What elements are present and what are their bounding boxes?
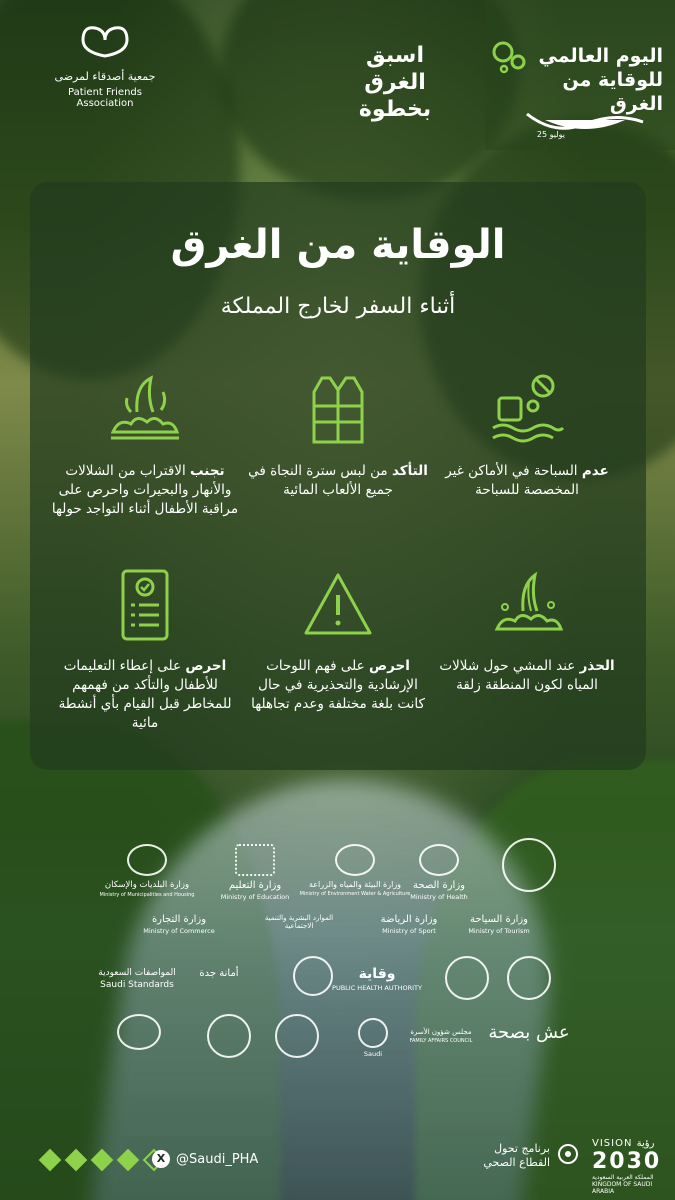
tip-keyword: التأكد [391,463,428,479]
partner-name-en: PUBLIC HEALTH AUTHORITY [332,984,422,992]
no-swimming-icon [489,372,565,448]
partner-logo [78,964,196,990]
tips-panel [30,182,646,770]
slippery-waterfall-icon [489,567,565,643]
partner-name-ar: عش بصحة [488,1022,570,1043]
tip-text [243,462,433,500]
social-handle[interactable] [152,1150,258,1168]
vision-kingdom: المملكة العربية السعودية KINGDOM OF SAUDI ARABIA [592,1174,654,1195]
partner-name-en: FAMILY AFFAIRS COUNCIL [409,1038,473,1044]
emblem-icon [419,844,459,876]
partner-name-ar: وزارة الرياضة [380,914,438,925]
org-name-ar: جمعية أصدقاء لمرضى [54,70,156,83]
emblem-icon [127,844,167,876]
program-line2: القطاع الصحي [483,1156,550,1169]
partner-name-ar: وزارة التعليم [228,880,282,891]
tip-life-vest [243,372,433,500]
slogan-line3: بخطوة [358,97,432,122]
partner-name-ar: وزارة السياحة [469,914,529,925]
partner-logo [240,910,358,930]
partner-name-en: Ministry of Education [220,893,290,901]
org-logo [40,20,170,109]
tip-keyword: احرص [185,658,227,674]
slogan [330,42,460,123]
vision-2030-logo [592,1138,672,1195]
tip-text [432,462,622,500]
vision-year: 2030 [592,1149,662,1174]
partner-name-ar: وزارة البلديات والإسكان [104,880,190,890]
diamond-icon [39,1149,62,1172]
partner-name-en: Ministry of Tourism [468,927,530,935]
life-vest-icon [300,372,376,448]
waterfall-icon [107,372,183,448]
tip-body: على فهم اللوحات الإرشادية والتحذيرية في حال كانت بلغة مختلفة وعدم تجاهلها [251,658,425,712]
decorative-diamonds [40,1150,164,1170]
panel-subtitle: أثناء السفر لخارج المملكة [220,294,456,319]
warning-sign-icon [300,567,376,643]
event-badge [485,0,675,150]
partner-name-en: Ministry of Environment Water & Agriculture [299,891,411,897]
event-title [513,44,663,116]
footer [0,1130,675,1200]
tip-instructions [50,567,240,733]
partner-name-ar: أمانة جدة [199,968,239,979]
event-title-line2: للوقاية من الغرق [562,69,663,115]
tip-text [432,657,622,695]
diamond-icon [65,1149,88,1172]
diamond-icon [117,1149,140,1172]
slogan-line1: اسبق [366,43,424,68]
olympic-emblem-icon [358,1018,388,1048]
tip-no-swimming [432,372,622,500]
slogan-line2: الغرق [364,70,426,95]
partner-name-en: Saudi Standards [100,980,174,990]
org-name-en: Patient Friends Association [68,87,142,109]
partner-name-ar: وقاية [358,966,396,982]
partner-name-ar: المواصفات السعودية [98,968,176,978]
partner-name-ar: وزارة البيئة والمياه والزراعة [308,880,402,889]
partner-logo [88,844,206,898]
vision-label: VISION رؤية [592,1138,655,1149]
emblem-icon [445,956,489,1000]
partner-name-en: Ministry of Commerce [143,927,215,935]
tip-text [50,657,240,733]
emblem-icon [335,844,375,876]
tip-keyword: الحذر [579,658,615,674]
tip-keyword: احرص [368,658,410,674]
tip-body: على إعطاء التعليمات للأطفال والتأكد من فهمهم للمخاطر قبل القيام بأي أنشطة مائية [58,658,232,731]
x-logo-icon: X [152,1150,170,1168]
tip-body: عند المشي حول شلالات المياه لكون المنطقة زلقة [439,658,598,693]
partner-name-en: Ministry of Health [410,893,468,901]
emblem-icon [502,838,556,892]
partner-name-ar: مجلس شؤون الأسرة [410,1028,472,1036]
panel-title: الوقاية من الغرق [170,222,506,268]
emblem-icon [293,956,333,996]
program-label [470,1142,550,1170]
event-title-line1: اليوم العالمي [538,45,663,67]
partner-logo [120,910,238,935]
partner-logos [100,838,570,1078]
tip-waterfall [50,372,240,519]
partner-logo [196,844,314,901]
checklist-icon [107,567,183,643]
tip-keyword: تجنب [190,463,225,479]
emblem-icon [207,1014,251,1058]
header [0,0,675,150]
diamond-icon [91,1149,114,1172]
partner-name-ar: وزارة التجارة [151,914,207,925]
heart-logo-icon [75,20,135,60]
event-date: 25 يوليو [536,130,565,139]
program-logo-icon [556,1142,580,1172]
tip-keyword: عدم [581,463,609,479]
emblem-icon [117,1014,161,1050]
tip-body: من لبس سترة النجاة في جميع الألعاب المائية [248,463,393,498]
partner-name-en: Ministry of Sport [382,927,436,935]
partner-logo [350,910,468,935]
partner-name-en: Ministry of Municipalities and Housing [99,892,195,898]
program-line1: برنامج تحول [494,1142,550,1155]
tip-body: السباحة في الأماكن غير المخصصة للسباحة [445,463,582,498]
tip-text [50,462,240,519]
partner-name-en: Saudi [363,1050,383,1058]
tip-body: الاقتراب من الشلالات والأنهار والبحيرات واحرص على مراقبة الأطفال أثناء التواجد حولها [51,463,239,517]
partner-name-ar: وزارة الصحة [413,880,465,891]
tip-text [243,657,433,714]
tip-warning-signs [243,567,433,714]
tip-slippery [432,567,622,695]
partner-logo [80,1014,198,1050]
partner-name-ar: الموارد البشرية والتنمية الاجتماعية [264,914,334,930]
social-handle-text: @Saudi_PHA [176,1151,259,1167]
dots-logo-icon [235,844,275,876]
